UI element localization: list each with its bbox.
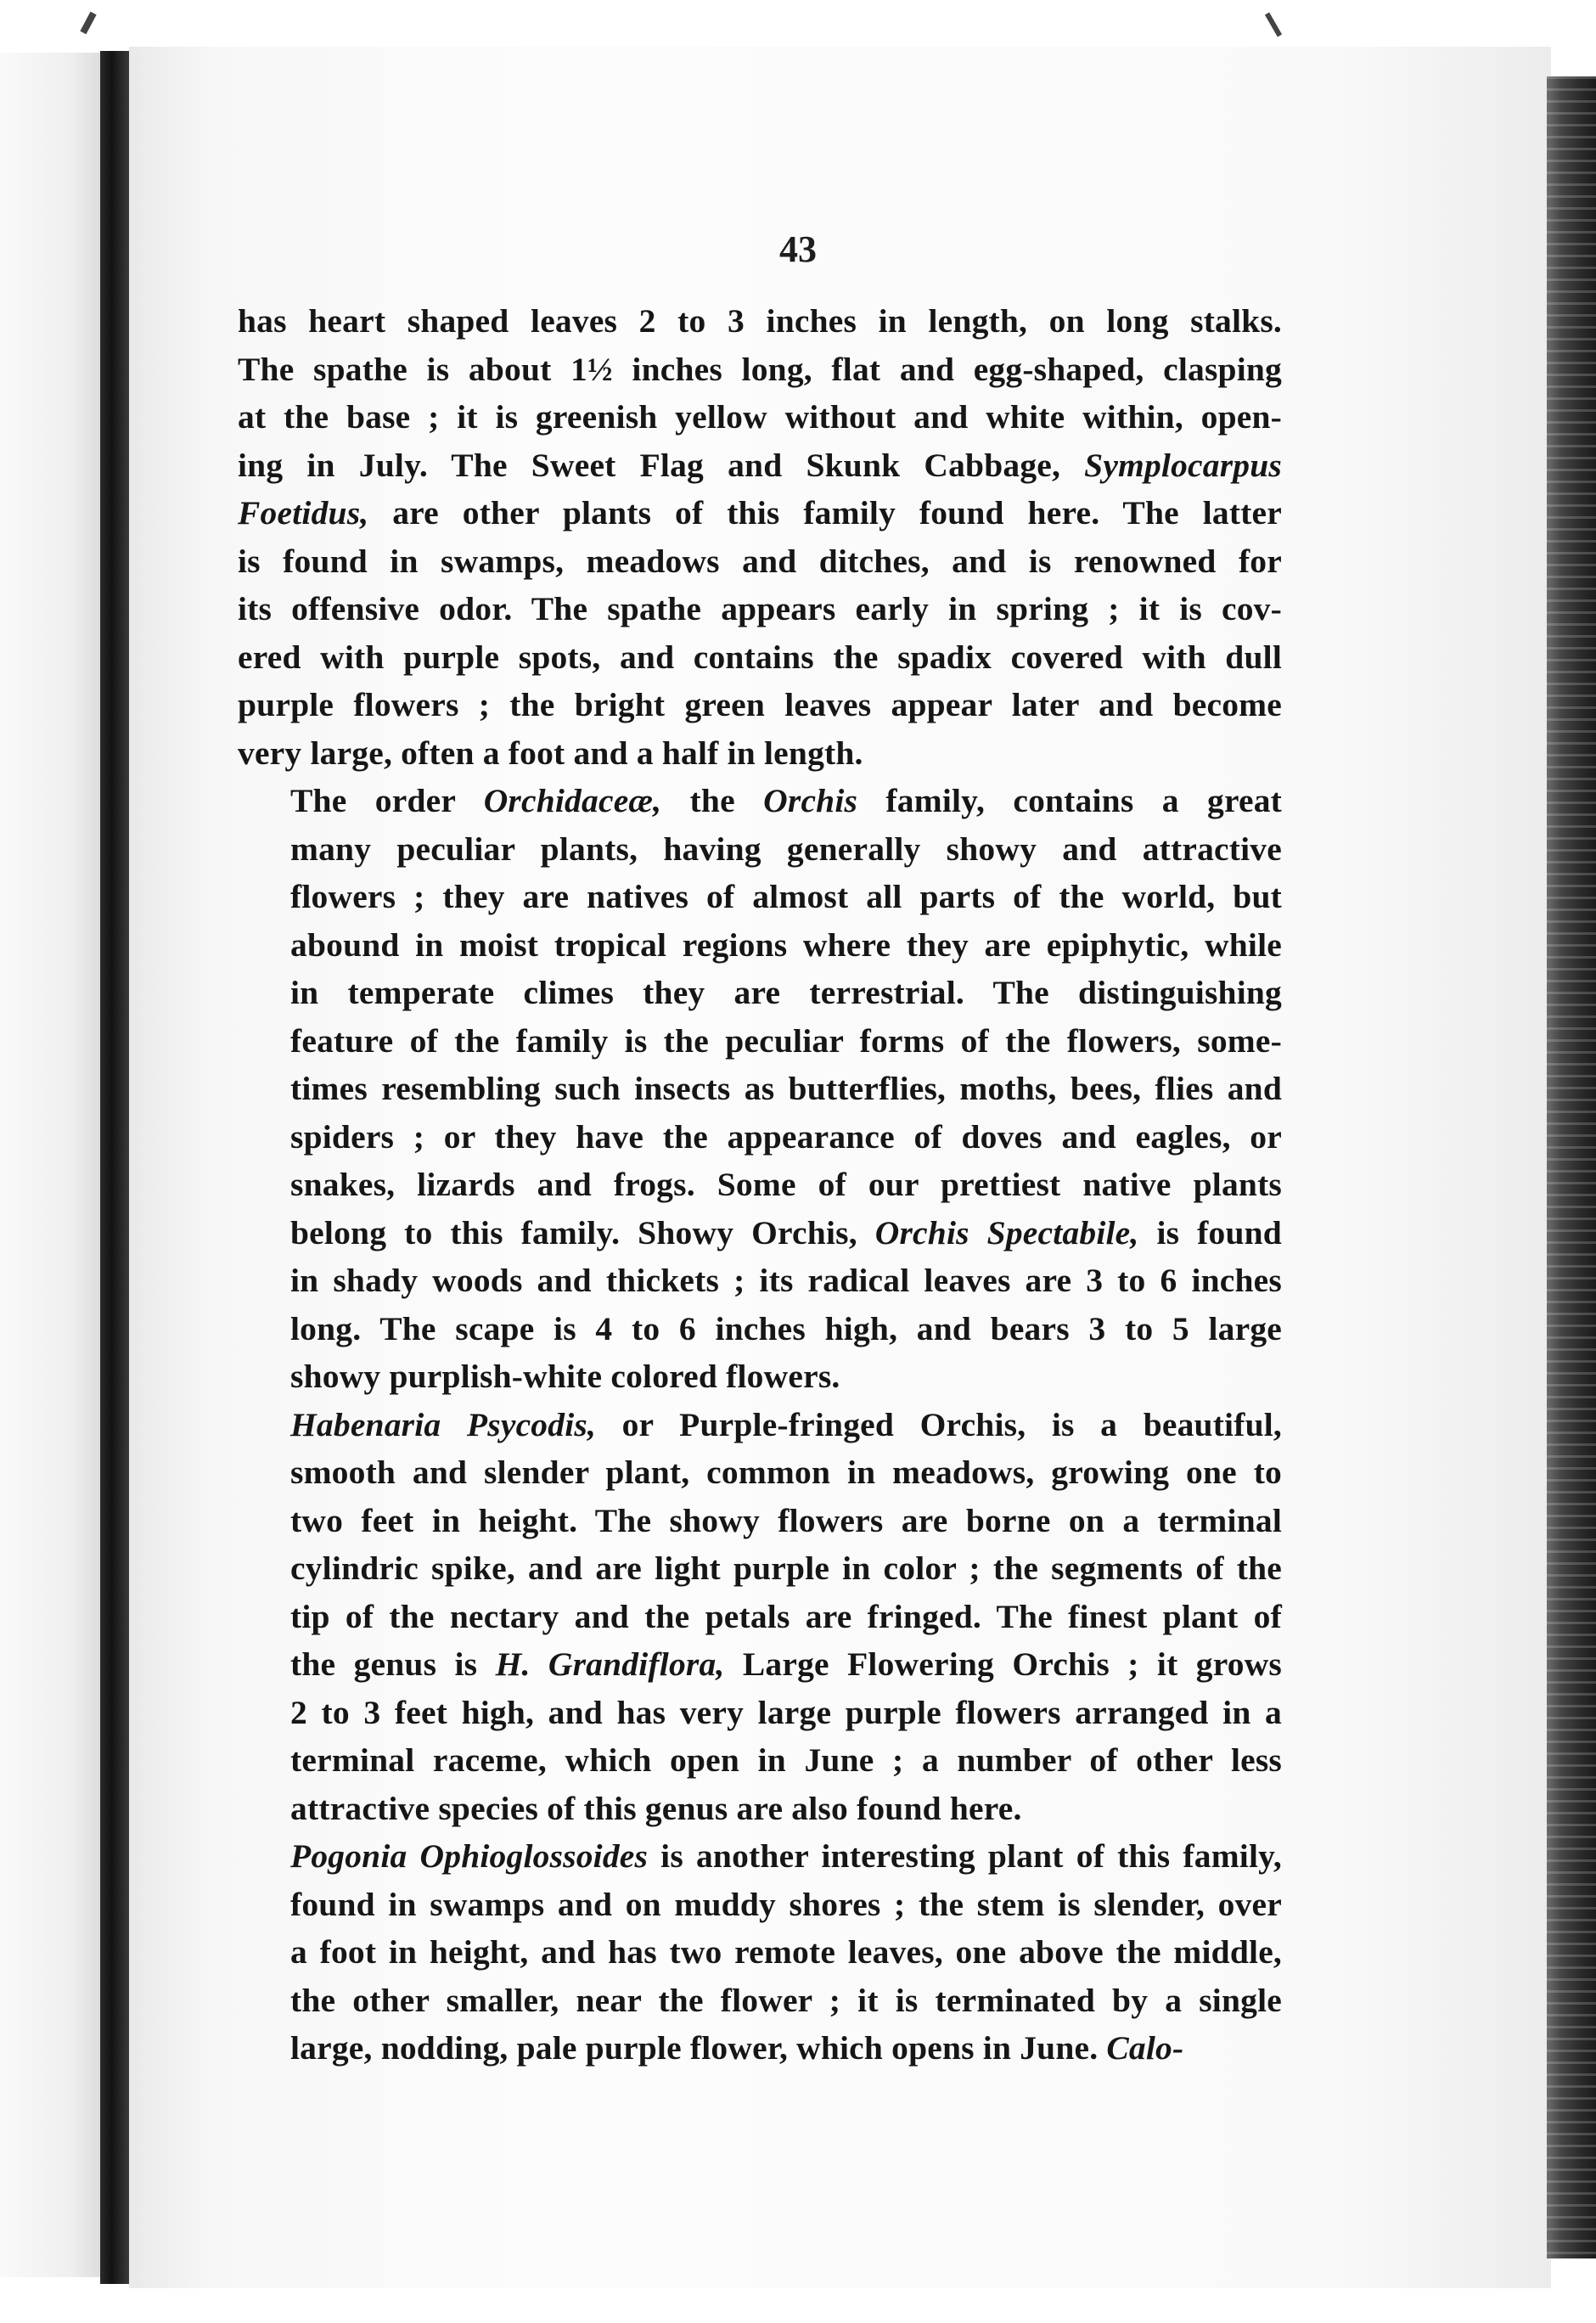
italic-text: Orchis	[763, 782, 858, 819]
italic-text: H. Grandiflora,	[495, 1645, 725, 1683]
text-line	[238, 1736, 1282, 1785]
text-run: has heart shaped leaves 2 to 3 inches in length, on long stalks.	[238, 302, 1282, 340]
text-run: is found in swamps, meadows and ditches, and is renowned for	[238, 542, 1282, 580]
italic-text: Orchis Spectabile,	[874, 1213, 1139, 1251]
text-run: feature of the family is the peculiar forms of the flowers, some-	[290, 1021, 1282, 1060]
text-run: ered with purple spots, and contains the spadix covered with dull	[238, 638, 1282, 676]
text-line	[238, 681, 1282, 729]
text-line	[238, 1928, 1282, 1977]
paragraph	[238, 297, 1282, 777]
text-run: snakes, lizards and frogs. Some of our prettiest native plants	[290, 1166, 1282, 1203]
text-run: The order	[290, 782, 484, 819]
text-line	[238, 825, 1282, 874]
text-line	[238, 921, 1282, 970]
text-line	[238, 729, 1282, 778]
italic-text: Pogonia Ophioglossoides	[290, 1837, 649, 1875]
text-run: is another interesting plant of this family,	[648, 1837, 1282, 1875]
text-line	[238, 1113, 1282, 1162]
text-line	[238, 1257, 1282, 1305]
text-line	[238, 1448, 1282, 1497]
text-run: purple flowers ; the bright green leaves appear later and become	[238, 686, 1282, 723]
text-line	[238, 442, 1282, 490]
text-line	[238, 1640, 1282, 1689]
text-run: in temperate climes they are terrestrial. The distinguishing	[290, 974, 1282, 1011]
text-run: terminal raceme, which open in June ; a number of other less	[290, 1741, 1282, 1779]
paragraph	[238, 1401, 1282, 1833]
text-line	[238, 1593, 1282, 1641]
book-gutter	[100, 51, 129, 2284]
text-run: many peculiar plants, having generally showy and attractive	[290, 830, 1282, 868]
text-line	[238, 1977, 1282, 2025]
text-run: Large Flowering Orchis ; it grows	[724, 1645, 1282, 1683]
text-line	[238, 393, 1282, 442]
text-run: tip of the nectary and the petals are fringed. The finest plant of	[290, 1597, 1282, 1635]
text-line	[238, 1161, 1282, 1209]
text-run: The spathe is about 1½ inches long, flat and egg-shaped, clasping	[238, 350, 1282, 388]
italic-text: Calo-	[1106, 2029, 1184, 2067]
text-line	[238, 1544, 1282, 1593]
text-run: large, nodding, pale purple flower, which opens in June.	[290, 2029, 1107, 2067]
text-run: family, contains a great	[857, 782, 1282, 819]
text-line	[238, 1881, 1282, 1929]
italic-text: Orchidaceæ,	[483, 782, 662, 819]
text-run: the other smaller, near the flower ; it is terminated by a single	[290, 1981, 1282, 2019]
text-line	[238, 1017, 1282, 1066]
text-run: long. The scape is 4 to 6 inches high, and bears 3 to 5 large	[290, 1309, 1282, 1347]
text-line	[238, 1353, 1282, 1401]
text-run: abound in moist tropical regions where they are epiphytic, while	[290, 925, 1282, 964]
text-line	[238, 1785, 1282, 1833]
italic-text: Habenaria Psycodis,	[290, 1405, 597, 1443]
text-run: times resembling such insects as butterflies, moths, bees, flies and	[290, 1070, 1282, 1107]
italic-text: Symplocarpus	[1084, 446, 1282, 484]
text-line	[238, 1401, 1282, 1449]
text-run: ing in July. The Sweet Flag and Skunk Cabbage,	[238, 446, 1085, 484]
text-run: two feet in height. The showy flowers are borne on a terminal	[290, 1501, 1282, 1539]
text-run: are other plants of this family found here. The latter	[368, 494, 1282, 532]
text-line	[238, 777, 1282, 825]
facing-page-edge	[0, 53, 109, 2277]
text-run: found in swamps and on muddy shores ; the stem is slender, over	[290, 1885, 1282, 1923]
scan-speck	[80, 12, 96, 35]
text-line	[238, 537, 1282, 586]
text-run: very large, often a foot and a half in length.	[238, 734, 863, 772]
text-run: a foot in height, and has two remote leaves, one above the middle,	[290, 1933, 1282, 1971]
text-run: spiders ; or they have the appearance of doves and eagles, or	[290, 1117, 1282, 1156]
page-block-edge	[1547, 76, 1596, 2258]
paragraph	[238, 1832, 1282, 2073]
text-run: showy purplish-white colored flowers.	[290, 1358, 840, 1395]
text-run: attractive species of this genus are also found here.	[290, 1789, 1022, 1827]
text-run: belong to this family. Showy Orchis,	[290, 1213, 875, 1251]
text-run: the	[661, 782, 764, 819]
text-run: 2 to 3 feet high, and has very large purple flowers arranged in a	[290, 1693, 1282, 1731]
text-run: is found	[1138, 1213, 1282, 1251]
text-line	[238, 1065, 1282, 1113]
text-line	[238, 1497, 1282, 1545]
text-line	[238, 873, 1282, 921]
text-run: smooth and slender plant, common in meadows, growing one to	[290, 1454, 1282, 1491]
text-line	[238, 1209, 1282, 1257]
text-line	[238, 1832, 1282, 1881]
text-line	[238, 969, 1282, 1017]
text-run: flowers ; they are natives of almost all parts of the world, but	[290, 878, 1282, 915]
body-text	[238, 297, 1282, 2073]
text-run: or Purple-fringed Orchis, is a beautiful,	[596, 1405, 1283, 1443]
text-line	[238, 489, 1282, 537]
text-run: its offensive odor. The spathe appears early in spring ; it is cov-	[238, 590, 1282, 627]
text-run: at the base ; it is greenish yellow without and white within, open-	[238, 398, 1282, 436]
text-line	[238, 585, 1282, 633]
text-line	[238, 346, 1282, 394]
text-run: cylindric spike, and are light purple in color ; the segments of the	[290, 1550, 1282, 1587]
text-line	[238, 1689, 1282, 1737]
page-number: 43	[779, 228, 817, 270]
text-line	[238, 297, 1282, 346]
text-run: the genus is	[290, 1645, 496, 1683]
text-line	[238, 1305, 1282, 1353]
text-line	[238, 2024, 1282, 2073]
italic-text: Foetidus,	[238, 494, 369, 532]
text-run: in shady woods and thickets ; its radical leaves are 3 to 6 inches	[290, 1262, 1282, 1299]
scan-speck	[1265, 13, 1282, 37]
text-line	[238, 633, 1282, 682]
paragraph	[238, 777, 1282, 1401]
